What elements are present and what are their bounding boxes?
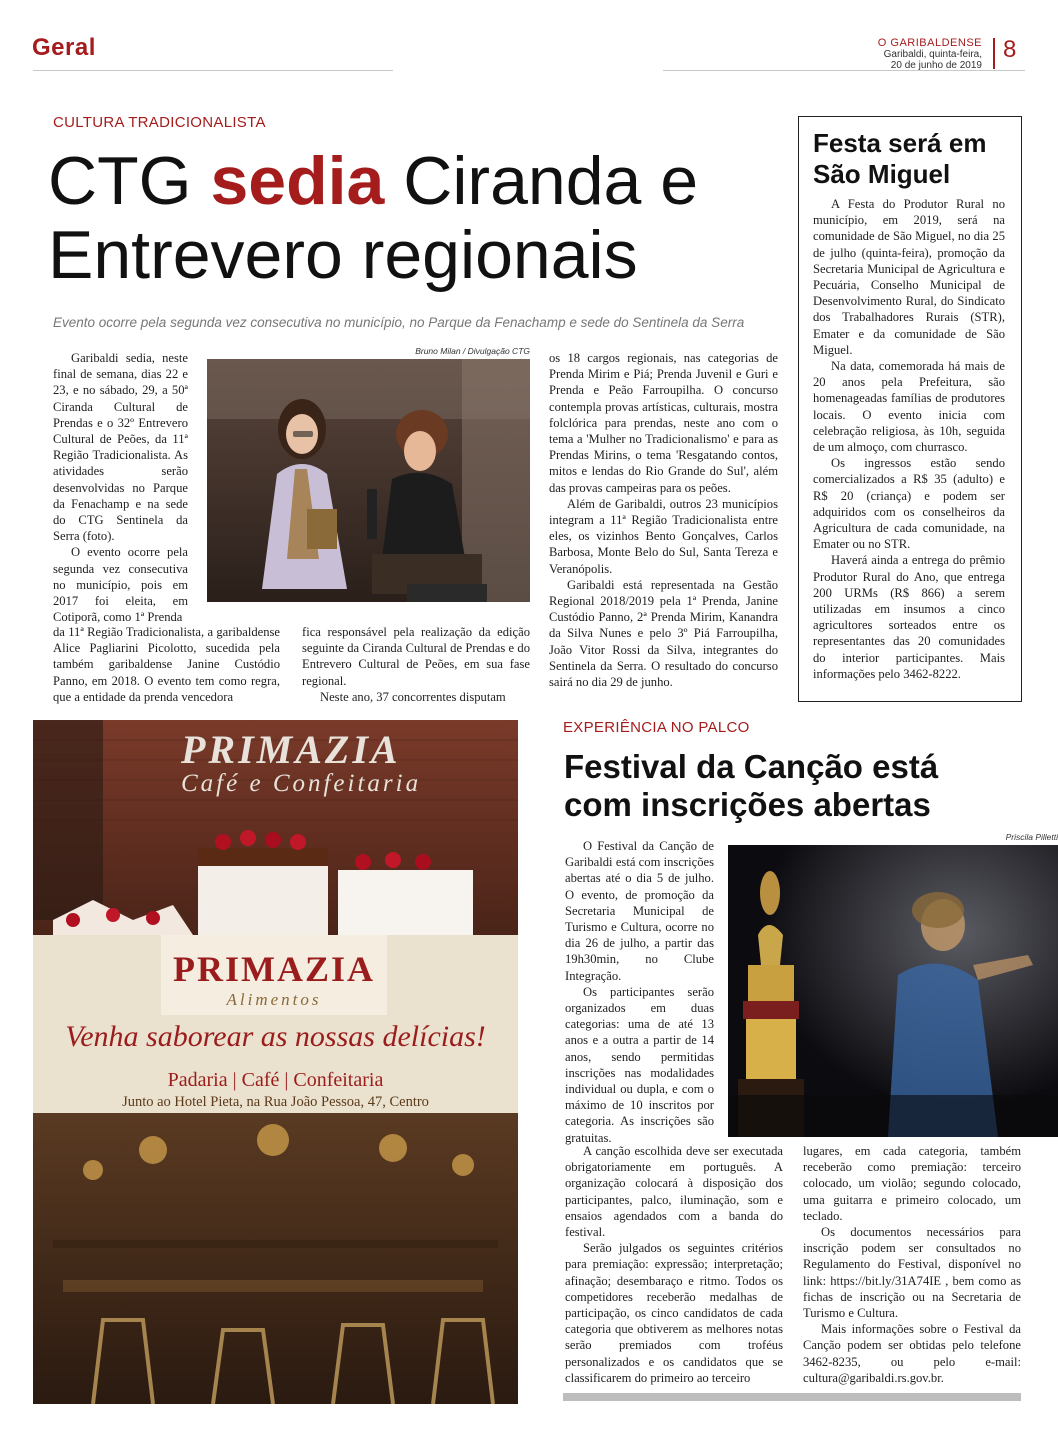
ad-services: Padaria | Café | Confeitaria	[167, 1069, 384, 1091]
headline-line2: Entrevero regionais	[48, 217, 638, 293]
festival-photo	[728, 845, 1058, 1137]
festival-col1-upper	[565, 838, 714, 1146]
main-headline	[48, 144, 788, 292]
sidebar-p4: Haverá ainda a entrega do prêmio Produtor Rural do Ano, que entrega 200 URMs (R$ 866) a serem utilizadas em insumos a cinco agricultores sorteados entre os representantes das 20 comunidades do interior participantes. Mais informações pelo 3462-8222.	[813, 553, 1005, 681]
main-p5: os 18 cargos regionais, nas categorias de Prenda Mirim e Piá; Prenda Juvenil e Guri e Prenda e Peão Farroupilha. O concurso contempla provas artísticas, culturais, mostra folclórica para prendas, neste ano com o tema a 'Mulher no Tradicionalismo' e para as Prendas Mirins, o tema 'Resgatando contos, mitos e lendas do Rio Grande do Sul', além das provas campeiras para os peões.	[549, 351, 778, 495]
advertisement[interactable]	[33, 720, 518, 1404]
ad-brand-sub: Alimentos	[226, 990, 322, 1009]
page-divider	[993, 38, 995, 69]
sidebar-p1: A Festa do Produtor Rural no município, em 2019, será na comunidade de São Miguel, no dia 25 de julho (quinta-feira), promoção da Secretaria Municipal de Agricultura e Pecuária, Conselho Municipal de Desenvolvimento Rural, do Sindicato dos Trabalhadores Rurais (STR), Emater e da comunidade de São Miguel.	[813, 197, 1005, 357]
sidebar-headline: Festa será em São Miguel	[813, 128, 987, 189]
main-p6: Além de Garibaldi, outros 23 municípios integram a 11ª Região Tradicionalista entre eles, os vizinhos Bento Gonçalves, Carlos Barbosa, Monte Belo do Sul, Santa Tereza e Veranópolis.	[549, 496, 778, 576]
ad-address: Junto ao Hotel Pieta, na Rua João Pessoa, 47, Centro	[122, 1094, 429, 1110]
festival-headline-1: Festival da Canção está	[564, 748, 939, 785]
ad-sign-subtitle: Café e Confeitaria	[181, 770, 422, 797]
festival-photo-credit: Priscila Pilletti	[1005, 832, 1058, 842]
main-p4: Neste ano, 37 concorrentes disputam	[320, 689, 506, 704]
photo-credit: Bruno Milan / Divulgação CTG	[415, 346, 530, 356]
section-title: Geral	[32, 34, 96, 61]
ad-sign-title: PRIMAZIA	[181, 727, 401, 772]
festival-p2: Os participantes serão organizados em duas categorias: uma de até 13 anos e a outra a partir de 14 anos, sendo permitidas inscrições nas modalidades individual ou dupla, e com o máximo de 10 inscritos por categoria. As inscrições são gratuitas.	[565, 984, 714, 1145]
main-p2-cont: da 11ª Região Tradicionalista, a garibaldense Alice Pagliarini Picolotto, sucedida pela também garibaldense Janine Custódio Panno, em 2018. O evento tem como regra, que a entidade da prenda vencedora	[53, 625, 280, 704]
main-deck: Evento ocorre pela segunda vez consecutiva no município, no Parque da Fenachamp e sede do Sentinela da Serra	[53, 315, 745, 330]
sidebar-body	[813, 196, 1005, 682]
main-col1-upper	[53, 350, 188, 625]
headline-part2: Ciranda e	[384, 143, 699, 219]
main-p1: Garibaldi sedia, neste final de semana, dias 22 e 23, e no sábado, 29, a 50ª Ciranda Cultural de Prendas e o 32º Entrevero Cultural de Peões, da 11ª Região Tradicionalista. As atividades serão desenvolvidas no Parque da Fenachamp e na sede do CTG Sentinela da Serra (foto).	[53, 351, 188, 544]
dateline-1: Garibaldi, quinta-feira,	[883, 49, 982, 60]
festival-col1-lower	[565, 1143, 783, 1386]
main-p3-cont: fica responsável pela realização da edição seguinte da Ciranda Cultural de Prendas e do Entrevero Cultural de Peões, em sua fase regional.	[302, 625, 530, 688]
paper-name: O GARIBALDENSE	[877, 37, 982, 49]
main-p7: Garibaldi está representada na Gestão Regional 2018/2019 pela 1ª Prenda, Janine Custódio Panno, 2ª Prenda Mirim, Kanandra da Silva Nunes e pelo 3º Piá Farroupilha, João Vitor Rossi da Silva, integrantes do Sentinela da Serra. O resultado do concurso sairá no dia 29 de junho.	[549, 577, 778, 690]
festival-bottom-bar	[563, 1393, 1021, 1401]
dateline-2: 20 de junho de 2019	[890, 60, 982, 71]
sidebar-p2: Na data, comemorada há mais de 20 anos pela Prefeitura, são homenageadas famílias de produtores locais. O evento inicia com celebração religiosa, às 10h, seguida de um almoço, com churrasco.	[813, 359, 1005, 455]
festival-col2-lower	[803, 1143, 1021, 1386]
main-kicker: CULTURA TRADICIONALISTA	[53, 114, 266, 131]
festival-kicker: EXPERIÊNCIA NO PALCO	[563, 719, 750, 736]
ad-slogan: Venha saborear as nossas delícias!	[65, 1020, 486, 1053]
festival-p7: Mais informações sobre o Festival da Canção podem ser obtidas pelo telefone 3462-8235, ou pelo e-mail: cultura@garibaldi.rs.gov.br.	[803, 1322, 1021, 1385]
festival-headline	[564, 748, 1034, 824]
sidebar-p3: Os ingressos estão sendo comercializados a R$ 35 (adulto) e R$ 20 (criança) e podem ser adquiridos com os conselheiros da Agricultura de cada comunidade, na Emater ou no STR.	[813, 456, 1005, 552]
main-photo	[207, 359, 530, 602]
festival-p4: Serão julgados os seguintes critérios para premiação: expressão; interpretação; afinação; desembaraço e ritmo. Todos os competidores receberão medalhas de participação, os cinco candidatos de cada categoria que obtiverem as melhores notas serão premiados com troféus personalizados e os candidatos que se classificarem do primeiro ao terceiro	[565, 1241, 783, 1385]
ad-brand: PRIMAZIA	[173, 949, 375, 989]
header-rule-left	[33, 70, 393, 71]
headline-highlight: sedia	[210, 143, 385, 219]
festival-p5: lugares, em cada categoria, também receberão como premiação: terceiro colocado, um violão; segundo colocado, uma guitarra e primeiro colocado, um teclado.	[803, 1144, 1021, 1223]
page-number: 8	[1003, 36, 1017, 63]
main-col1-lower	[53, 624, 280, 705]
headline-part1: CTG	[48, 143, 211, 219]
festival-p6: Os documentos necessários para inscrição podem ser consultados no Regulamento do Festival, disponível no link: https://bit.ly/31A74IE , bem como as fichas de inscrição ou na Secretaria de Turismo e Cultura.	[803, 1225, 1021, 1321]
festival-p3: A canção escolhida deve ser executada obrigatoriamente em português. A organização colocará à disposição dos participantes, palco, iluminação, som e ensaios agendados com a banda do festival.	[565, 1144, 783, 1240]
festival-headline-2: com inscrições abertas	[564, 786, 931, 823]
main-col2-lower	[302, 624, 530, 705]
festival-p1: O Festival da Canção de Garibaldi está com inscrições abertas até o dia 5 de julho. O evento, de promoção da Secretaria Municipal de Turismo e Cultura, ocorre no dia 26 de julho, a partir das 19h30min, no Clube Integração.	[565, 839, 714, 983]
main-p2: O evento ocorre pela segunda vez consecutiva no município, pois em 2017 foi eleita, em Cotiporã, como 1ª Prenda	[53, 545, 188, 625]
main-col3	[549, 350, 778, 690]
